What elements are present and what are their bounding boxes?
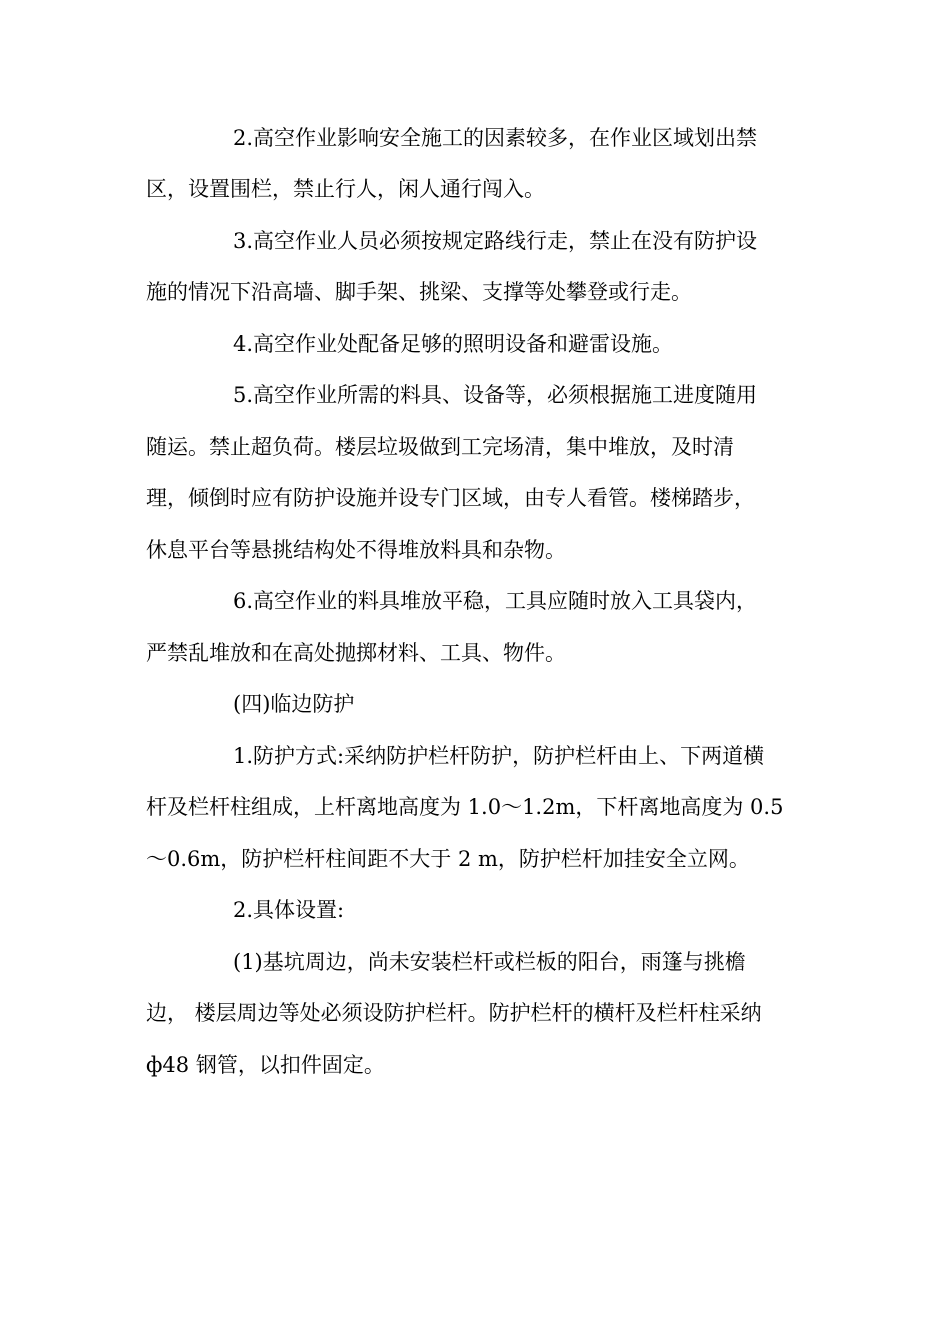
text-line: 严禁乱堆放和在高处抛掷材料、工具、物件。 [146,641,566,665]
text-line: 2.具体设置: [233,898,345,922]
text-line: 区，设置围栏，禁止行人，闲人通行闯入。 [146,177,545,201]
text-line: ф48 钢管，以扣件固定。 [146,1053,385,1077]
text-line: 边， 楼层周边等处必须设防护栏杆。防护栏杆的横杆及栏杆柱采纳 [146,1001,762,1025]
text-line: ～0.6m，防护栏杆柱间距不大于 2 m，防护栏杆加挂安全立网。 [146,847,750,871]
text-line: 理，倾倒时应有防护设施并设专门区域，由专人看管。楼梯踏步， [146,486,755,510]
text-line: 杆及栏杆柱组成，上杆离地高度为 1.0～1.2m，下杆离地高度为 0.5 [146,795,784,819]
text-line: 休息平台等悬挑结构处不得堆放料具和杂物。 [146,538,566,562]
text-line: 随运。禁止超负荷。楼层垃圾做到工完场清，集中堆放，及时清 [146,435,734,459]
text-line: (1)基坑周边，尚未安装栏杆或栏板的阳台，雨篷与挑檐 [233,950,746,974]
text-line: 2.高空作业影响安全施工的因素较多，在作业区域划出禁 [233,126,758,150]
text-line: 3.高空作业人员必须按规定路线行走，禁止在没有防护设 [233,229,758,253]
text-line: 施的情况下沿高墙、脚手架、挑梁、支撑等处攀登或行走。 [146,280,692,304]
text-line: 4.高空作业处配备足够的照明设备和避雷设施。 [233,332,674,356]
section-heading: (四)临边防护 [233,692,355,716]
text-line: 1.防护方式:采纳防护栏杆防护，防护栏杆由上、下两道横 [233,744,765,768]
text-line: 5.高空作业所需的料具、设备等，必须根据施工进度随用 [233,383,758,407]
text-line: 6.高空作业的料具堆放平稳，工具应随时放入工具袋内， [233,589,758,613]
